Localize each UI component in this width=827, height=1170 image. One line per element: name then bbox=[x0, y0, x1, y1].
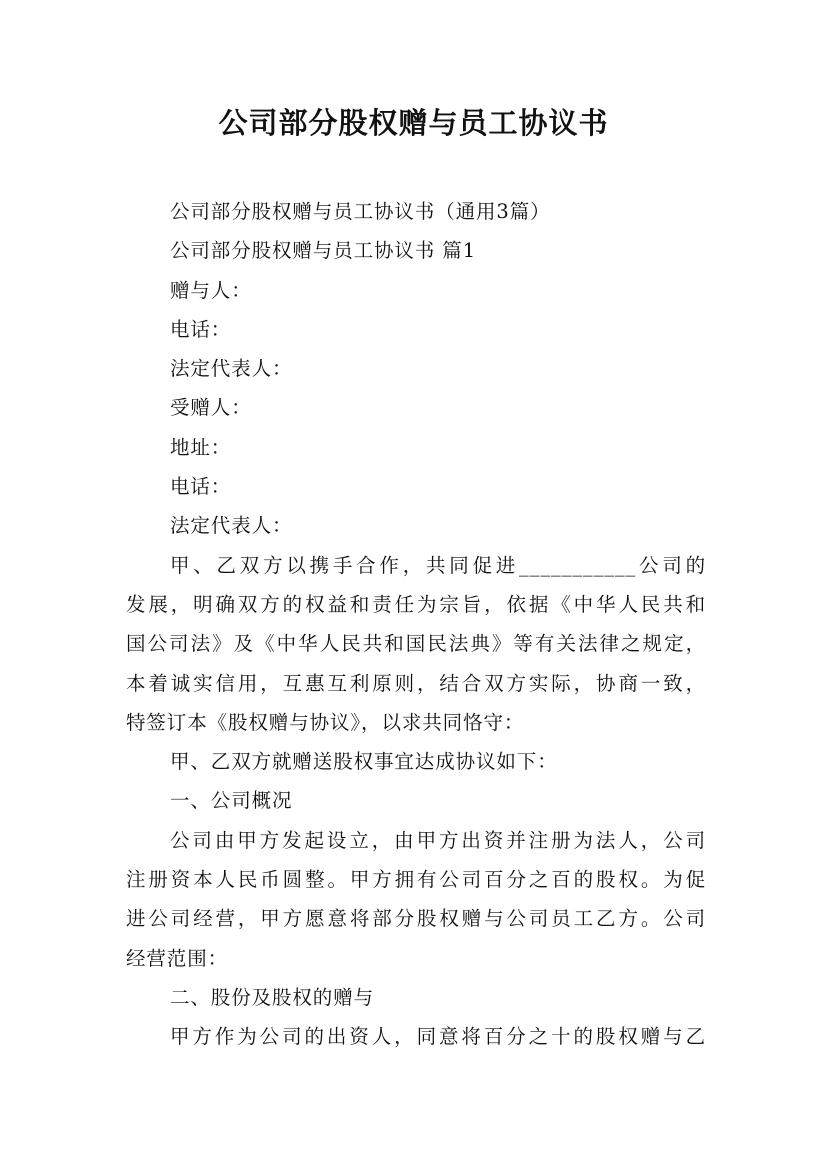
subtitle-line: 公司部分股权赠与员工协议书（通用3篇） bbox=[170, 200, 551, 223]
paragraph-line: 发展，明确双方的权益和责任为宗旨，依据《中华人民共和 bbox=[126, 592, 706, 616]
paragraph-line: 公司由甲方发起设立，由甲方出资并注册为法人，公司 bbox=[170, 828, 706, 852]
paragraph-line: 经营范围： bbox=[126, 946, 229, 970]
paragraph-line: 甲、乙双方以携手合作，共同促进___________公司的 bbox=[170, 553, 706, 577]
donee-address-label: 地址： bbox=[170, 435, 232, 459]
paragraph-line: 甲方作为公司的出资人，同意将百分之十的股权赠与乙 bbox=[170, 1025, 706, 1049]
paragraph-line: 国公司法》及《中华人民共和国民法典》等有关法律之规定， bbox=[126, 632, 706, 656]
document-body bbox=[126, 192, 706, 1057]
paragraph-line: 注册资本人民币圆整。甲方拥有公司百分之百的股权。为促 bbox=[126, 868, 706, 892]
donee-phone-label: 电话： bbox=[170, 475, 232, 499]
document-title: 公司部分股权赠与员工协议书 bbox=[218, 106, 609, 140]
section-heading: 公司部分股权赠与员工协议书 篇1 bbox=[170, 239, 477, 263]
paragraph-line: 甲、乙双方就赠送股权事宜达成协议如下： bbox=[170, 750, 558, 774]
section-heading: 二、股份及股权的赠与 bbox=[170, 985, 375, 1009]
donor-representative-label: 法定代表人： bbox=[170, 357, 293, 381]
paragraph-line: 进公司经营，甲方愿意将部分股权赠与公司员工乙方。公司 bbox=[126, 907, 706, 931]
donee-label: 受赠人： bbox=[170, 396, 252, 420]
paragraph-line: 本着诚实信用，互惠互利原则，结合双方实际，协商一致， bbox=[126, 671, 706, 695]
section-heading: 一、公司概况 bbox=[170, 789, 293, 813]
donee-representative-label: 法定代表人： bbox=[170, 514, 293, 538]
donor-phone-label: 电话： bbox=[170, 317, 232, 341]
donor-label: 赠与人： bbox=[170, 278, 252, 302]
paragraph-line: 特签订本《股权赠与协议》，以求共同恪守： bbox=[126, 710, 525, 734]
